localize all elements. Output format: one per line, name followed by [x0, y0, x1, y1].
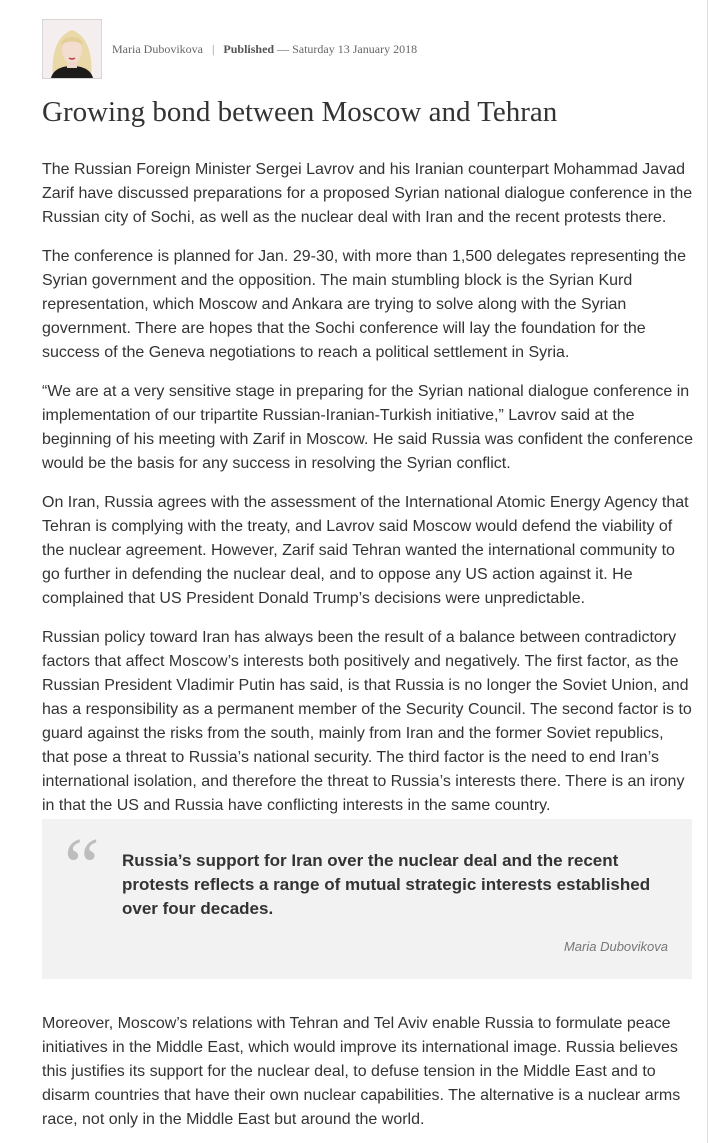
author-portrait-icon — [43, 20, 101, 78]
publish-date: — Saturday 13 January 2018 — [277, 41, 418, 56]
article-paragraph-6: Moreover, Moscow’s relations with Tehran and Tel Aviv enable Russia to formulate peace initiatives in the Middle East, which would improve its international image. Russia believes this justifies its support for the nuclear deal, to defuse tension in the Middle East and to disarm countries that have their own nuclear capabilities. The alternative is a nuclear arms race, not only in the Middle East but around the world. — [42, 1015, 681, 1128]
byline — [42, 19, 417, 79]
published-label: Published — [223, 41, 275, 56]
byline-separator: | — [211, 41, 215, 56]
pullquote-author: Maria Dubovikova — [563, 939, 668, 954]
author-avatar[interactable] — [42, 19, 102, 79]
article-title: Growing bond between Moscow and Tehran — [42, 96, 558, 128]
pullquote-text: Russia’s support for Iran over the nuclear deal and the recent protests reflects a range of mutual strategic interests established over four decades. — [122, 851, 651, 918]
author-name[interactable]: Maria Dubovikova — [112, 41, 203, 56]
article-paragraph-1: The Russian Foreign Minister Sergei Lavrov and his Iranian counterpart Mohammad Javad Zarif have discussed preparations for a proposed Syrian national dialogue conference in the Russian city of Sochi, as well as the nuclear deal with Iran and the recent protests there. — [42, 161, 693, 226]
article-paragraph-3: “We are at a very sensitive stage in preparing for the Syrian national dialogue conference in implementation of our tripartite Russian-Iranian-Turkish initiative,” Lavrov said at the beginning of his meeting with Zarif in Moscow. He said Russia was confident the conference would be the basis for any success in resolving the Syrian conflict. — [42, 383, 694, 472]
article-paragraph-5: Russian policy toward Iran has always been the result of a balance between contradictory factors that affect Moscow’s interests both positively and negatively. The first factor, as the Russian President Vladimir Putin has said, is that Russia is no longer the Soviet Union, and has a responsibility as a permanent member of the Security Council. The second factor is to guard against the risks from the south, mainly from Iran and the former Soviet republics, that pose a threat to Russia’s national security. The third factor is the need to end Iran’s international isolation, and therefore the threat to Russia’s interests there. There is an irony in that the US and Russia have conflicting interests in the same country. — [42, 629, 692, 814]
byline-text — [112, 42, 417, 57]
quote-mark-icon: “ — [64, 823, 100, 911]
article-paragraph-4: On Iran, Russia agrees with the assessment of the International Atomic Energy Agency that Tehran is complying with the treaty, and Lavrov said Moscow would defend the viability of the nuclear agreement. However, Zarif said Tehran wanted the international community to go further in defending the nuclear deal, and to oppose any US action against it. He complained that US President Donald Trump’s decisions were unpredictable. — [42, 494, 689, 607]
article-paragraph-2: The conference is planned for Jan. 29-30, with more than 1,500 delegates representing the Syrian government and the opposition. The main stumbling block is the Syrian Kurd representation, which Moscow and Ankara are trying to solve along with the Syrian government. There are hopes that the Sochi conference will lay the foundation for the success of the Geneva negotiations to reach a political settlement in Syria. — [42, 248, 686, 361]
pullquote — [42, 819, 692, 979]
